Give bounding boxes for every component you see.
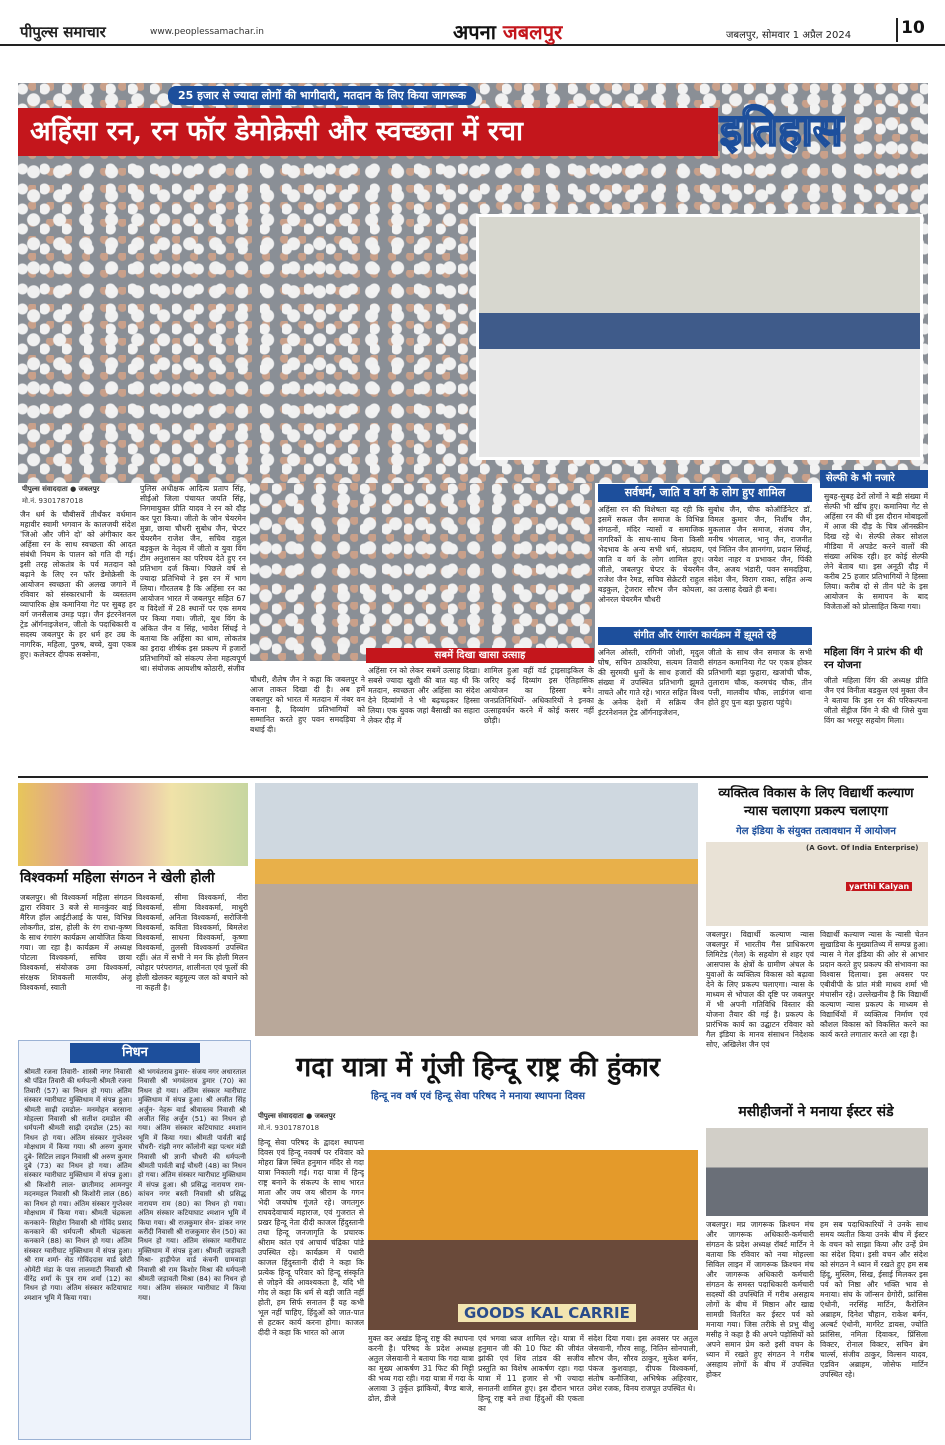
sub2-col-b: जीतो के साथ जैन समाज के सभी संगठन कमानिया गेट पर एकत्र होकर प्रतिभागी बड़ा फुहारा, खजांची चौक, तुलाराम चौक, करमचंद चौक, तीन पत्ती, मालवीय चौक, लार्डगंज थाना होते हुए पुनः बड़ा फुहारा पहुंचे। xyxy=(708,648,812,707)
gada-photo-banner: GOODS KAL CARRIE xyxy=(458,1304,636,1322)
section-divider xyxy=(18,776,928,778)
kalyan-headline-2: न्यास चलाएगा प्रकल्प चलाएगा xyxy=(743,804,889,819)
website: www.peoplessamachar.in xyxy=(150,27,264,37)
sub1-col-a: अहिंसा रन की विशेषता यह रही कि इसमें सकल जैन समाज के विभिन्न संगठनों, मंदिर न्यासों व समाजिक नागरिकों के साथ-साथ बिना किसी भेदभाव के अन्य सभी धर्म, संप्रदाय, जाति व वर्ग के लोग शामिल हुए। जीतो, जबलपुर चेप्टर के चेयरमैन राजेश जैन रेमड, सचिव सेक्रेटरी राहुल बड़कुल, ट्रेजरार सौरभ जैन कोयला, ओनरल चेयरमैन चौधरी xyxy=(598,505,704,604)
lead-mobile: मो.नं. 9301787018 xyxy=(22,497,84,505)
gada-byline: पीपुल्स संवाददाता ● जबलपुर xyxy=(258,1112,336,1120)
obituary-col1: श्रीमती रजना तिवारी- शास्त्री नगर निवासी श्री पंडित तिवारी की धर्मपत्नी श्रीमती रजना तिवारी (57) का निधन हो गया। अंतिम संस्कार ग्वारीघाट मुक्तिधाम में संपन्न हुआ। श्रीमती साढ़ी दमडोल- मनमोहन बरसाना मोहल्ला निवासी श्री सतीश दमडोल की धर्मपत्नी श्रीमती साढ़ी दमडोल (25) का निधन हो गया। अंतिम संस्कार गुप्तेश्वर मोक्षधाम में किया गया। श्री अरुण कुमार दुबे- सिटिल लाइन निवासी श्री अरुण कुमार दुबे (73) का निधन हो गया। अंतिम संस्कार ग्वारीघाट मुक्तिधाम में संपन्न हुआ। श्री किशोरी लाल- छातीमाद आमनपुर मदनमहल निवासी श्री किशोरी लाल (86) का निधन हो गया। अंतिम संस्कार गुप्तेश्वर मोक्षधाम में किया गया। श्रीमती चंद्रकला कनकाने- सिहोरा निवासी श्री गोविंद प्रसाद कनकाने की धर्मपत्नी श्रीमती चंद्रकला कनकाने (88) का निधन हो गया। अंतिम संस्कार ग्वारीघाट मुक्तिधाम में संपन्न हुआ। श्री राम शर्मा- सेठ गोविंददास वार्ड छोटी ओमेंटी मंडा के पास लालमाटी निवासी श्री वीरेंद्र शर्मा के पुत्र राम शर्मा (12) का निधन हो गया। अंतिम संस्कार कटियाघाट श्मशान भूमि में किया गया। xyxy=(24,1068,132,1302)
kalyan-headline-1: व्यक्तित्व विकास के लिए विद्यार्थी कल्याण xyxy=(718,786,914,801)
easter-col2: हम सब पदाधिकारियों ने उनके साथ समय व्यतीत किया उनके बीच में ईस्टर के वचन को साझा किया और उन्हें प्रेम का संदेश दिया। इसी वचन और संदेश को संगठन ने ध्यान में रखते हुए हम सब हिंदू, मुस्लिम, सिख, ईसाई मिलकर इस पर्व को निष्ठा और भक्ति भाव से मनाया। संघ के जॉन्सन ग्रेगोरी, फ्रांसिस एंथोनी, नरसिंह मार्टिन, कैरोलिन अब्राहम, दिनेश चौहान, राकेश बर्मन, अल्बर्ट एंथोनी, मार्गरेट डायस, ज्योति फ्रांसिस, नमिता दिवाकर, प्रिंसिला विक्टर, रोनाल विक्टर, सचिन ब्रेग चार्ल्स, संजीव ठाकुर, विल्सन यादव, एडविन अब्राहम, जोसेफ मार्टिन उपस्थित रहे। xyxy=(820,1220,928,1379)
sub3-head: सेल्फी के भी नजारे xyxy=(820,470,928,488)
sub3-body: सुबह-सुबह ढेरों लोगों ने बड़ी संख्या में सेल्फी भी खींच हुए। कमानिया गेट से अहिंसा रन की थी इस दौरान मोबाइलों में आज की दौड़ के चित्र ऑनस्क्रीन दिख रहे थे। सेल्फी लेकर सोशल मीडिया में अपडेट करने वालों की संख्या अधिक रही। हर कोई सेल्फी लेने बेताब था। इस अनूठी दौड़ में करीब 25 हजार प्रतिभागियों ने हिस्सा लिया। करीब दो से तीन घंटे के इस आयोजन के समापन के बाद विजेताओं को प्रोत्साहित किया गया। xyxy=(824,492,928,611)
dateline: जबलपुर, सोमवार 1 अप्रैल 2024 xyxy=(726,30,852,41)
caption-bar: सबमें दिखा खासा उत्साह xyxy=(366,648,594,663)
gada-subhead: हिन्दू नव वर्ष एवं हिन्दू सेवा परिषद ने मनाया स्थापना दिवस xyxy=(370,1091,586,1102)
section-prefix: अपना xyxy=(453,20,496,44)
holi-headline: विश्वकर्मा महिला संगठन ने खेली होली xyxy=(20,870,215,886)
sub4-body: जीतो महिला विंग की अध्यक्ष प्रीति जैन एवं विनीता बडकुल एवं मुक्ता जैन ने बताया कि इस रन की परिकल्पना जीतो सेंड्रीज विंग ने की थी जिसे युवा विंग का भरपूर सहयोग मिला। xyxy=(824,676,928,725)
paper-name: पीपुल्स समाचार xyxy=(20,23,106,41)
gada-col4: संदेश दिया गया। इस अवसर पर अतुल जेसवानी, गौरव साहू, नितिन सोनपाली, सौरभ जैन, सौरव ठाकुर, मुकेश बर्मन, पंकज कुशवाहा, दीपक विश्वकर्मा, संतोष कनौजिया, अभिषेक अहिरवार, उमेश रजक, विनय राजपूत उपस्थित थे। xyxy=(588,1334,698,1393)
kalyan-photo-banner-2: yarthi Kalyan xyxy=(846,882,912,891)
lead-headline-tail: इतिहास xyxy=(720,105,843,156)
page-number: 10 xyxy=(896,18,928,42)
obituary-col2: श्री भगवंतराव डुमार- संजय नगर अधारताल निवासी श्री भगवंतराव डुमार (70) का निधन हो गया। अंतिम संस्कार ग्वारीघाट मुक्तिधाम में संपन्न हुआ। श्री अजीत सिंह अर्जुन- नेहरू वार्ड श्रीवास्तव निवासी श्री अजीत सिंह अर्जुन (51) का निधन हो गया। अंतिम संस्कार कटियाघाट श्मशान भूमि में किया गया। श्रीमती पार्वती बाई चौधरी- रांझी नगर कॉलोनी बड़ा पत्थर मंडी निवासी श्री ज्ञानी चौधरी की धर्मपत्नी श्रीमती पार्वती बाई चौधरी (48) का निधन हो गया। अंतिम संस्कार ग्वारीघाट मुक्तिधाम में संपन्न हुआ। श्री प्रसिद्ध नारायण राम- कांचन नगर बस्ती निवासी श्री प्रसिद्ध नारायण राम (80) का निधन हो गया। अंतिम संस्कार कटियाघाट श्मशान भूमि में किया गया। श्री राजकुमार सेन- डांकर नगर करौंदी निवासी श्री राजकुमार सेन (50) का निधन हो गया। अंतिम संस्कार ग्वारीघाट मुक्तिधाम में संपन्न हुआ। श्रीमती जड़ावती मिश्रा- हाड़ीपेज वार्ड कंचनी ग्रामवाड़ा निवासी श्री राम किशोर मिश्रा की धर्मपत्नी श्रीमती जड़ावती मिश्रा (84) का निधन हो गया। अंतिम संस्कार ग्वारीघाट में किया गया। xyxy=(138,1068,246,1302)
kalyan-photo-banner: (A Govt. Of India Enterprise) xyxy=(806,844,919,852)
stage-photo xyxy=(476,214,923,460)
lead-crowd-photo-2 xyxy=(250,483,595,661)
lead-col3b: अहिंसा रन को लेकर सबमें उत्साह दिखा। सबसे ज्यादा खुशी की बात यह थी कि मतदान, स्वच्छता और अहिंसा का संदेश देने दिव्यांगों ने भी बढ़चढ़कर हिस्सा लिया। एक युवक जहां बैसाखी का सहारा लेकर दौड़ में xyxy=(368,666,480,725)
gada-col2: मुक्त कर अखंड हिन्दू राष्ट्र की स्थापना करनी है। परिषद के प्रदेश अध्यक्ष अतुल जेसवानी ने बताया कि गदा यात्रा का मुख्य आकर्षण 31 फिट की मिट्टी की भव्य गदा रही। गदा यात्रा में गदा के अलावा 3 तुर्कृत झांकियों, बैण्ड बाजे, ढोल, डीजे xyxy=(368,1334,474,1403)
gada-headline: गदा यात्रा में गूंजी हिन्दू राष्ट्र की हुंकार xyxy=(296,1052,660,1083)
lead-col3c: शामिल हुआ वहीं वर्ड ट्राइसाइकिल के जरिए कई दिव्यांग इस ऐतिहासिक आयोजन का हिस्सा बने। जनप्रतिनिधियों- अधिकारियों ने इनका उत्साहवर्धन करने में कोई कसर नहीं छोड़ी। xyxy=(484,666,594,725)
holi-photo xyxy=(18,783,248,866)
sub1-col-b: सुबोध जैन, चीफ कोऑर्डिनेटर डॉ. विमल कुमार जैन, निर्शीष जैन, मुकलाल जैन समाज, संजय जैन, मनीष भंगलाल, भानु जैन, राजनीत एवं नितिन जैन ज्ञानगंगा, प्रदान सिंघई, जयेश नाहर व प्रभाकर जैन, पिंकी जैन, अजय भंडारी, पवन समदड़िया, संदेश जैन, विराग राका, सहित अन्य का उत्साह देखते ही बना। xyxy=(708,505,812,594)
gada-col1: हिन्दू सेवा परिषद के द्वादश स्थापना दिवस एवं हिन्दू नववर्ष पर रविवार को मोहरा ब्रिज स्थित हनुमान मंदिर से गदा यात्रा निकाली गई। गदा यात्रा में हिन्दू राष्ट्र बनाने के संकल्प के साथ भारत माता और जय जय श्रीराम के गगन भेदी जयघोष गूंजते रहे। जगतगुरु राघवदेवाचार्य महाराज, एवं गुजरात से प्रखर हिन्दू नेता दीदी काजल हिंदुस्तानी तथा हिन्दू जनजागृति के प्रचारक श्रीराम कांत एवं आचार्य चंद्रिका पांडे उपस्थित रहे। कार्यक्रम में पधारी काजल हिंदुस्तानी दीदी ने कहा कि प्रत्येक हिन्दू परिवार को हिन्दू संस्कृति से जोड़ने की आवश्यकता है, यदि भी गोद ले कहा कि धर्म से बड़ी जाति नहीं होती, हम सिर्फ सनातन हैं यह कभी भूल नहीं चाहिए, हिंदुओं को जात-पात से हटकर कार्य करना होगा। काजल दीदी ने कहा कि भारत को आज xyxy=(258,1138,364,1337)
gada-procession-photo xyxy=(255,783,698,1036)
sub2-col-a: अनिल ओस्ती, रागिनी जोशी, मृदुल घोष, सचिन ठाकरिया, सत्यम तिवारी की सुरमयी धुनों के साथ हजारों की संख्या में उपस्थित प्रतिभागी झूमते नाचते और गाते रहे। भारत सहित विश्व के अनेक देशों में सक्रिय जैन इंटरनेशनल ट्रेड ऑर्गनाइजेशन, xyxy=(598,648,704,717)
kalyan-photo xyxy=(706,842,928,926)
easter-headline: मसीहीजनों ने मनाया ईस्टर संडे xyxy=(738,1104,894,1120)
section-title xyxy=(453,18,562,45)
lead-col2: पुलिस अधीक्षक आदित्य प्रताप सिंह, सीईओ जिला पंचायत जयति सिंह, निगमायुक्त प्रीति यादव ने रन को दौड़ कर पूरा किया। जीतो के जोन चेयरमेन मुन्ना, छाया चौधरी सुबोध जैन, चेप्टर चेयरमैन राजेश जैन, सचिव राहुल बड़कुल के नेतृत्व में जीतो व युवा विंग टीम अनुशासन का परिचय देते हुए रन प्रतिभाग दर्ज किया। पिछले वर्ष से ज्यादा प्रतिभियो ने इस रन में भाग लिया। गौरतलब है कि अहिंसा रन का आयोजन भारत में जबलपुर सहित 67 व विदेशों में 28 स्थानों पर एक समय पर किया गया। जीतो, यूथ विंग के अंकित जैन व सिंह, भावेश सिंघई ने बताया कि अहिंसा का धाम, लोकतंत्र का इरादा शीर्षक इस प्रकल्प में हजारों प्रतिभागियों को संकल्प लेना महत्वपूर्ण था। संयोजक आयशीष कोठारी, संजीव xyxy=(140,484,246,673)
lead-headline: अहिंसा रन, रन फॉर डेमोक्रेसी और स्वच्छता में रचा xyxy=(18,108,718,156)
lead-kicker: 25 हजार से ज्यादा लोगों की भागीदारी, मतदान के लिए किया जागरूक xyxy=(168,86,476,105)
lead-col1: जैन धर्म के चौबीसवें तीर्थंकर वर्धमान महावीर स्वामी भगवान के कालजयी संदेश 'जिओ और जीने दो' को अंगीकार कर अहिंसा रन के साथ स्वच्छता की आदत संबंधी नियम के पालन को गति दी गई। इसी तरह लोकतंत्र के पर्व मतदान को बढ़ाने के लिए रन फॉर डेमोक्रेसी के आयोजन स्वच्छता की अलख जगाने में रविवार को संस्कारधानी के व्यस्ततम व्यापारिक क्षेत्र कमानिया गेट पर सुबह हर वर्ग जनसैलाब उमड़ पड़ा। जैन इंटरनेशनल ट्रेड ऑर्गनाइजेशन, जीतो के पदाधिकारी व सदस्य जबलपुर के हर धर्म हर उम्र के नागरिक, महिला, पुरुष, बच्चे, युवा एकत्र हुए। कलेक्टर दीपक सक्सेना, xyxy=(20,510,136,659)
obituary-title: निधन xyxy=(70,1043,200,1063)
easter-col1: जबलपुर। मप्र जागरूक क्रिश्चन मंच और जागरूक अधिकारी-कर्मचारी संगठन के प्रदेश अध्यक्ष रॉबर्ट मार्टिन ने बताया कि रविवार को नया मोहल्ला सिविल लाइन में जागरूक क्रिश्चन मंच और जागरूक अधिकारी कर्मचारी संगठन के समस्त पदाधिकारी कर्मचारी सदस्यों की उपस्थिति में गरीब असहाय लोगों के बीच में मिष्ठान और खाद्य सामग्री वितरित कर ईस्टर पर्व को मनाया गया। जिस तरीके से प्रभु यीशु मसीह ने कहा है की अपने पड़ोसियों को अपने समान प्रेम करो इसी वचन के ध्यान में रखते हुए संगठन ने गरीब असहाय लोगों के बीच में उपस्थित होकर xyxy=(706,1220,814,1379)
masthead xyxy=(0,0,945,46)
lead-col2b: चौधरी, शैलेष जैन ने कहा कि जबलपुर ने आज ताकत दिखा दी है। अब हमें जबलपुर को भारत में मतदान में नंबर वन बनाना है, दिव्यांग प्रतिभागियों को सम्मानित करते हुए पवन समदड़िया ने बधाई दी। xyxy=(250,675,365,734)
holi-col2: विश्वकर्मा, सीमा विश्वकर्मा, नीरा विश्वकर्मा, सीमा विश्वकर्मा, माधुरी विश्वकर्मा, अनिता विश्वकर्मा, सरोजिनी विश्वकर्मा, कविता विश्वकर्मा, बिमलेश विश्वकर्मा, साधना विश्वकर्मा, कृष्णा विश्वकर्मा, तुलसी विश्वकर्मा उपस्थित रहीं। अंत में सभी ने मन कि होली मिलन त्योहार परंपरागत, शालीनता एवं फूलों की होली खेलकर बहुमूल्य जल को बचाने को ना कहती है। xyxy=(136,893,248,992)
sub4-head: महिला विंग ने प्रारंभ की थी रन योजना xyxy=(824,647,923,671)
sub2-head: संगीत और रंगारंग कार्यक्रम में झूमते रहे xyxy=(598,627,812,645)
easter-photo xyxy=(706,1128,928,1216)
lead-byline: पीपुल्स संवाददाता ● जबलपुर xyxy=(22,485,100,493)
sub1-head: सर्वधर्म, जाति व वर्ग के लोग हुए शामिल xyxy=(598,484,812,502)
section-name: जबलपुर xyxy=(502,20,563,44)
holi-col1: जबलपुर। श्री विश्वकर्मा महिला संगठन द्वारा रविवार 3 बजे से मानकुंवर बाई मैरिज हॉल आईटीआई के पास, विभिन्न लोकगीत, डांस, होली के रंग राधा-कृष्ण के साथ रंगारंग कार्यक्रम आयोजित किया गया। जा रहा है। कार्यक्रम में अध्यक्ष पोटला विश्वकर्मा, सचिव छाया विश्वकर्मा, संयोजक उमा विश्वकर्मा, संरक्षक शिवकली मालवीय, अंजू विश्वकर्मा, स्वाती xyxy=(20,893,132,992)
kalyan-headline-3: गेल इंडिया के संयुक्त तत्वावधान में आयोजन xyxy=(736,826,896,837)
kalyan-col1: जबलपुर। विद्यार्थी कल्याण न्यास जबलपुर में भारतीय गैस प्राधिकरण लिमिटेड (गेल) के सहयोग से शहर एवं आसपास के क्षेत्रों के ग्रामीण अंचल के युवाओं के व्यक्तित्व विकास को बढ़ावा देने के लिए प्रकल्प चलाएगा। न्यास के माध्यम से भोपाल की दृष्टि पर जबलपुर में भी अपनी गतिविधि विस्तार की योजना तैयार की गई है। प्रकल्प के प्रारंभिक कार्य का उद्घाटन रविवार को गैल इंडिया के मानव संसाधन निदेशक सोए, अखिलेश जैन एवं xyxy=(706,930,814,1049)
gada-mobile: मो.नं. 9301787018 xyxy=(258,1124,320,1132)
kalyan-col2: विद्यार्थी कल्याण न्यास के न्यासी चेतन सुखाडिया के मुख्यातिथ्य में सम्पन्न हुआ। न्यास ने गेल इंडिया की ओर से आभार प्रदान करते हुए प्रकल्प की संभावना का विश्वास दिलाया। इस अवसर पर एबीवीपी के प्रांत मंत्री माधव शर्मा भी मंचासीन रहे। उल्लेखनीय है कि विद्यार्थी कल्याण न्यास प्रकल्प के माध्यम से विद्यार्थियों में व्यक्तित्व निर्माण एवं कौशल विकास को विकसित करने का कार्य करते लगातार करते आ रहा है। xyxy=(820,930,928,1039)
gada-stage-photo xyxy=(368,1150,698,1330)
gada-col3: एवं भगवा ध्वज शामिल रहे। यात्रा में हनुमान जी की 10 फिट की जीवंत झांकी एवं शिव तांडव की सजीव प्रस्तुति का विशेष आकर्षण रहा। गदा यात्रा में 11 हजार से भी ज्यादा सनातनी शामिल हुए। इस दौरान भारत हिन्दू राष्ट्र बने तथा हिंदुओं की एकता का xyxy=(478,1334,584,1413)
